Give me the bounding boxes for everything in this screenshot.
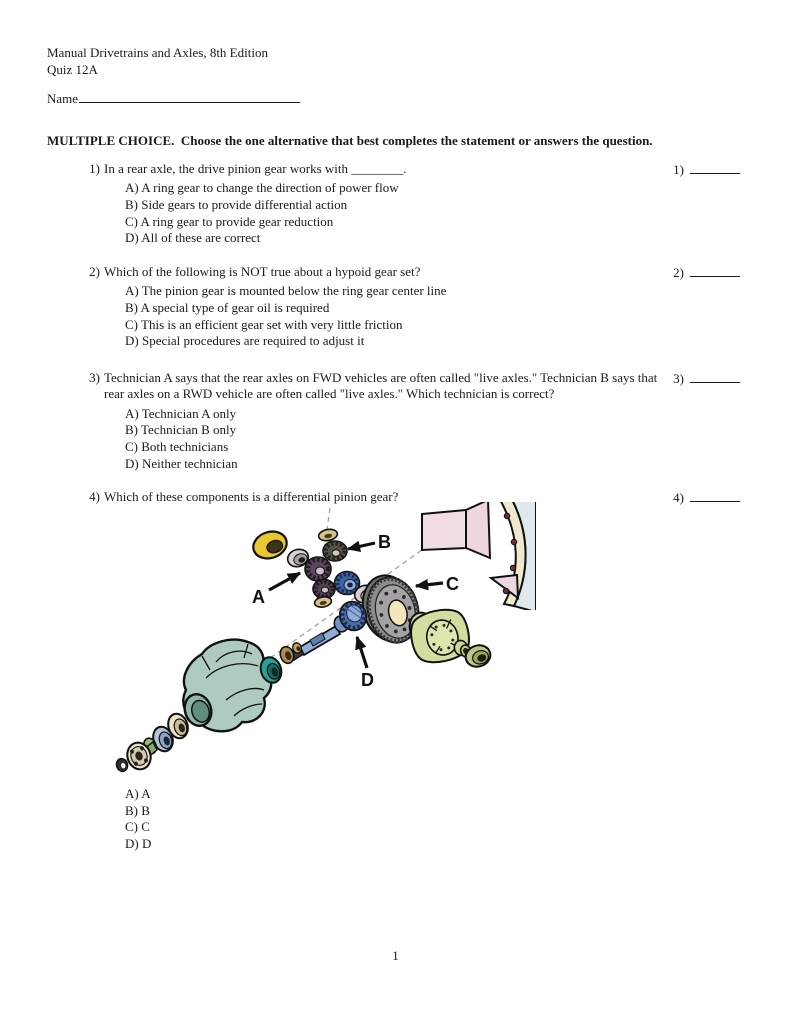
arrow-b [348, 543, 375, 549]
callout-c [416, 574, 459, 594]
choice: A) A [125, 786, 151, 801]
differential-pinion-gear-lower [313, 580, 335, 599]
label-c: C [446, 574, 459, 594]
choice: C) A ring gear to provide gear reduction [125, 213, 334, 229]
question-1-text: In a rear axle, the drive pinion gear works with ________. [104, 161, 407, 176]
section-heading: MULTIPLE CHOICE. Choose the one alternative that best completes the statement or answers the question. [47, 133, 653, 148]
answer-slot-3 [664, 370, 774, 387]
arrow-c [416, 583, 443, 586]
answer-slot-2-number: 2) [673, 265, 684, 280]
choice: D) Neither technician [125, 455, 238, 471]
answer-blank-line [690, 264, 740, 277]
housing-bolt [511, 539, 516, 544]
choice: C) C [125, 819, 150, 835]
book-title: Manual Drivetrains and Axles, 8th Edition [47, 45, 268, 60]
drive-pinion-shaft [290, 598, 370, 660]
answer-blank-line [690, 489, 740, 502]
differential-carrier-housing [181, 640, 272, 732]
name-blank-line [79, 90, 300, 103]
thrust-washer-tan-lower [314, 596, 332, 609]
question-3-number: 3) [89, 370, 100, 385]
axle-housing [422, 502, 536, 612]
choice: C) This is an efficient gear set with very little friction [125, 316, 403, 332]
label-a: A [252, 587, 265, 607]
pilot-bearing-yellow [250, 527, 290, 562]
housing-notch [491, 575, 518, 598]
name-label: Name [47, 91, 79, 106]
choice: B) Technician B only [125, 422, 237, 438]
question-1-choices [80, 180, 680, 246]
quiz-title: Quiz 12A [47, 62, 98, 77]
question-3-text: Technician A says that the rear axles on FWD vehicles are often called "live axles." Technician B says that rear axles on a RWD vehicle are often called "live axles." Which technician is correct? [104, 370, 658, 402]
answer-slot-4-number: 4) [673, 490, 684, 505]
choice: B) A special type of gear oil is required [125, 300, 330, 315]
housing-bolt [510, 565, 515, 570]
choice: C) Both technicians [125, 439, 229, 454]
callout-a [252, 573, 300, 607]
question-3 [80, 370, 680, 472]
choice: A) Technician A only [125, 405, 237, 421]
question-1 [80, 161, 680, 247]
answer-blank-line [690, 161, 740, 174]
choice: A) A ring gear to change the direction of power flow [125, 180, 399, 196]
thrust-washer-tan-upper [318, 528, 339, 542]
choice: D) D [125, 835, 152, 851]
question-4-figure [106, 502, 536, 787]
label-b: B [378, 532, 391, 552]
arrow-a [269, 573, 300, 590]
question-4-choices [80, 786, 680, 852]
question-4-text: Which of these components is a differential pinion gear? [104, 489, 399, 504]
question-4-number: 4) [89, 489, 100, 504]
pinion-flange [124, 737, 158, 773]
page-number: 1 [392, 948, 399, 963]
question-1-number: 1) [89, 161, 100, 176]
differential-exploded-diagram [106, 502, 536, 787]
question-4-choices-block [80, 786, 680, 852]
choice: A) The pinion gear is mounted below the ring gear center line [125, 283, 447, 299]
document-header [47, 44, 268, 78]
question-3-choices [80, 406, 680, 472]
axle-tube-flare [466, 502, 490, 558]
housing-bolt [504, 513, 509, 518]
question-2 [80, 264, 680, 350]
label-d: D [361, 670, 374, 690]
housing-bolt [503, 588, 508, 593]
name-row [47, 90, 300, 107]
choice: D) All of these are correct [125, 230, 261, 246]
question-2-choices [80, 283, 680, 349]
answer-blank-line [690, 370, 740, 383]
answer-slot-2 [664, 264, 774, 281]
differential-case [407, 604, 474, 668]
question-2-text: Which of the following is NOT true about a hypoid gear set? [104, 264, 421, 279]
arrow-d [357, 637, 367, 668]
callout-d [357, 637, 374, 690]
differential-side-gear-b [323, 541, 347, 561]
answer-slot-1 [664, 161, 774, 178]
axle-tube [422, 510, 466, 550]
choice: B) Side gears to provide differential action [125, 197, 348, 212]
question-2-number: 2) [89, 264, 100, 279]
answer-slot-1-number: 1) [673, 162, 684, 177]
differential-pinion-gear-a [305, 557, 331, 581]
choice: B) B [125, 802, 150, 818]
answer-slot-3-number: 3) [673, 371, 684, 386]
answer-slot-4 [664, 489, 774, 506]
choice: D) Special procedures are required to adjust it [125, 333, 365, 349]
callout-b [348, 532, 391, 552]
